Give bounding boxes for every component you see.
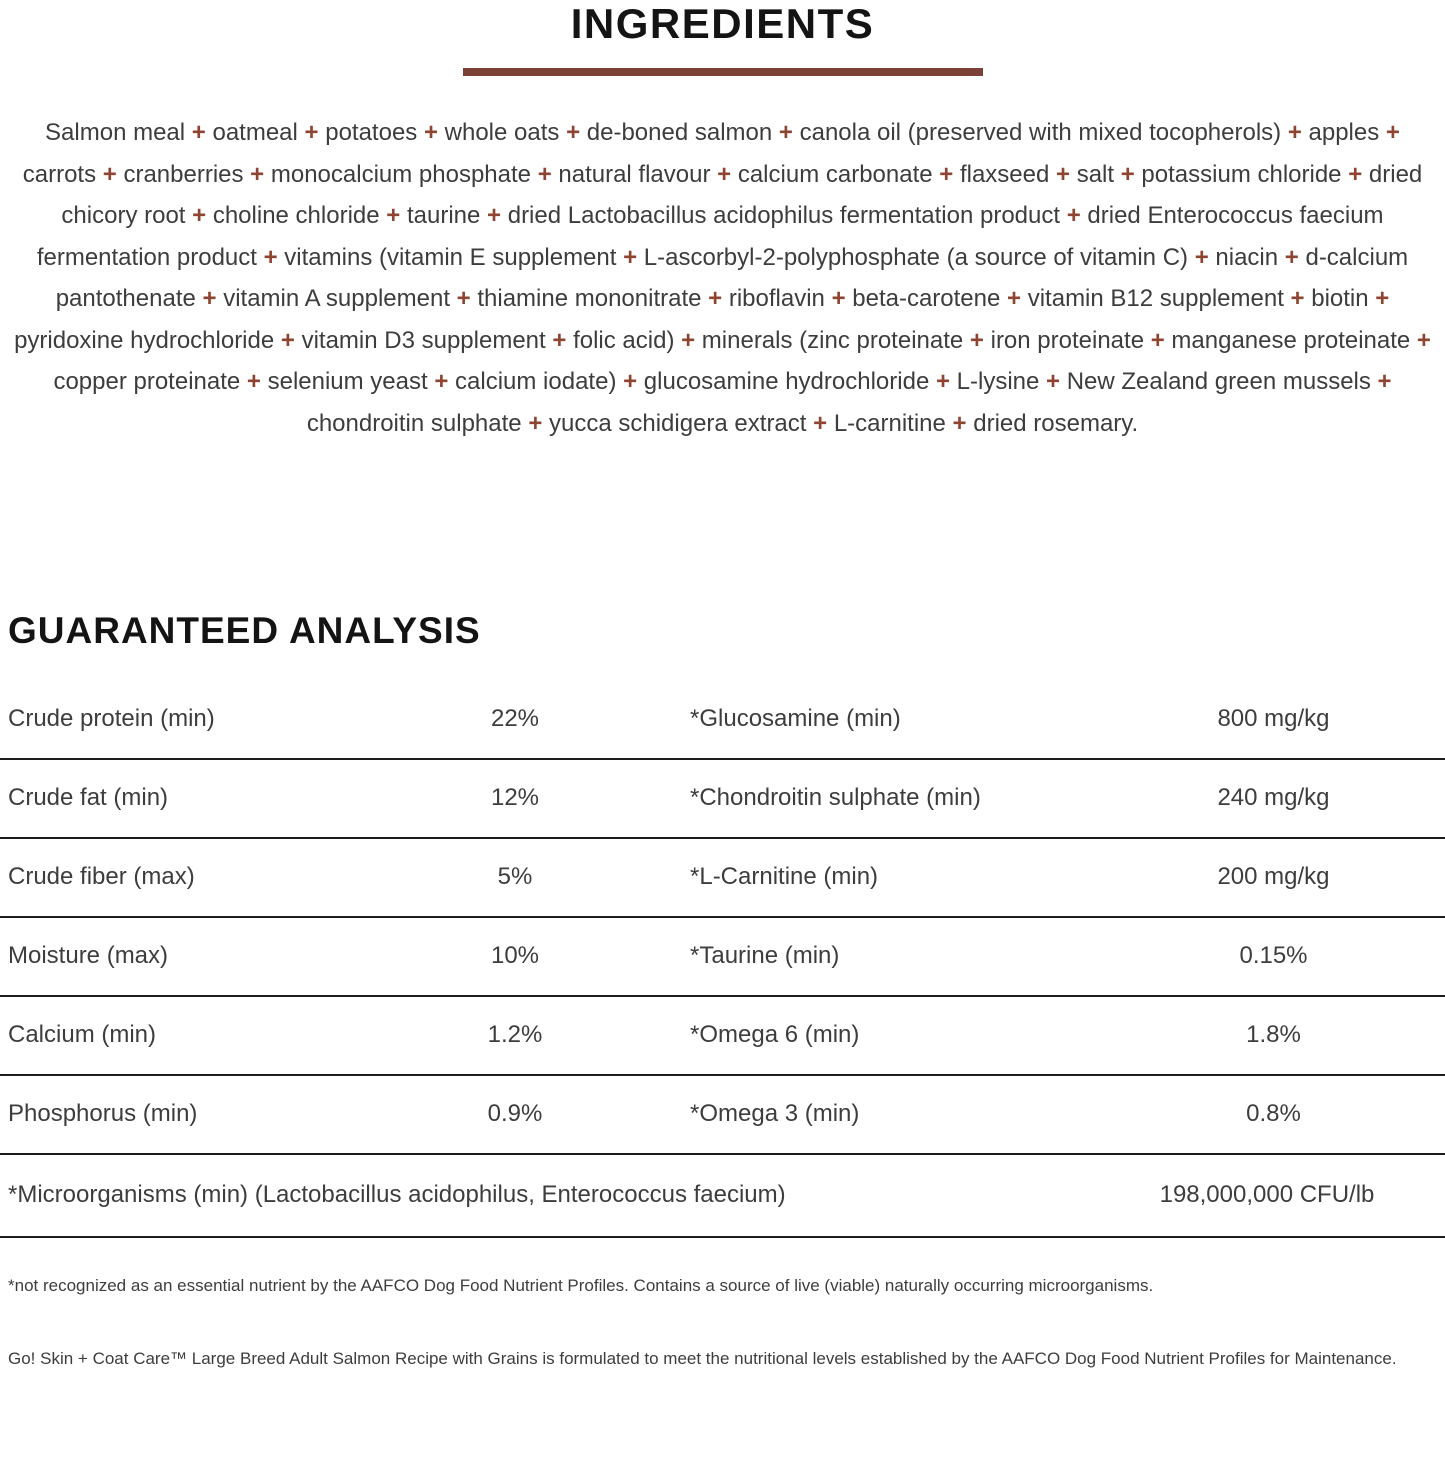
- plus-separator: +: [566, 119, 581, 147]
- plus-separator: +: [623, 243, 638, 271]
- plus-separator: +: [1066, 202, 1081, 230]
- ingredient-item: vitamins (vitamin E supplement: [284, 243, 617, 271]
- analysis-right-value: 1.8%: [1246, 1021, 1301, 1049]
- analysis-left-value: 12%: [490, 784, 540, 812]
- ingredient-item: selenium yeast: [267, 368, 428, 396]
- plus-separator: +: [250, 160, 265, 188]
- microorganisms-row: [0, 1155, 1445, 1238]
- analysis-right-value: 0.8%: [1246, 1100, 1301, 1128]
- ingredient-item: dried Enterococcus faecium fermentation product: [36, 202, 1384, 271]
- plus-separator: +: [708, 285, 723, 313]
- plus-separator: +: [831, 285, 846, 313]
- analysis-left-value: 5%: [497, 863, 533, 891]
- microorganisms-label: *Microorganisms (min) (Lactobacillus acidophilus, Enterococcus faecium): [8, 1181, 786, 1209]
- analysis-left-value: 22%: [490, 705, 540, 733]
- plus-separator: +: [1287, 119, 1302, 147]
- guaranteed-analysis-table: [0, 681, 1445, 1155]
- ingredient-item: pyridoxine hydrochloride: [14, 326, 275, 354]
- ingredient-item: biotin: [1311, 285, 1369, 313]
- ingredient-item: carrots: [22, 160, 97, 188]
- plus-separator: +: [280, 326, 295, 354]
- ingredient-item: taurine: [406, 202, 481, 230]
- plus-separator: +: [681, 326, 696, 354]
- plus-separator: +: [1120, 160, 1135, 188]
- plus-separator: +: [1290, 285, 1305, 313]
- formulation-note: Go! Skin + Coat Care™ Large Breed Adult Salmon Recipe with Grains is formulated to meet the nutritional levels established by the AAFCO Dog Food Nutrient Profiles for Maintenance.: [8, 1348, 1397, 1368]
- plus-separator: +: [1284, 243, 1299, 271]
- ingredient-item: dried chicory root: [61, 160, 1423, 230]
- plus-separator: +: [304, 119, 319, 147]
- analysis-row: [0, 918, 1445, 997]
- analysis-right-label: *L-Carnitine (min): [690, 863, 879, 891]
- ingredient-item: potatoes: [325, 119, 418, 147]
- plus-separator: +: [1046, 368, 1061, 396]
- plus-separator: +: [1150, 326, 1165, 354]
- plus-separator: +: [246, 368, 261, 396]
- analysis-right-value: 200 mg/kg: [1217, 863, 1330, 891]
- ingredient-item: folic acid): [573, 326, 675, 354]
- analysis-left-label: Moisture (max): [8, 942, 169, 970]
- ingredient-item: monocalcium phosphate: [270, 160, 532, 188]
- analysis-left-label: Crude protein (min): [8, 705, 215, 733]
- plus-separator: +: [1375, 285, 1390, 313]
- ingredient-item: beta-carotene: [852, 285, 1001, 313]
- plus-separator: +: [623, 368, 638, 396]
- ingredient-item: yucca schidigera extract: [549, 409, 807, 437]
- analysis-left-label: Calcium (min): [8, 1021, 157, 1049]
- plus-separator: +: [487, 202, 502, 230]
- ingredient-item: oatmeal: [212, 119, 298, 147]
- ingredient-item: d-calcium pantothenate: [55, 243, 1409, 313]
- ingredients-text: [12, 112, 1433, 444]
- plus-separator: +: [423, 119, 438, 147]
- plus-separator: +: [1385, 119, 1400, 147]
- analysis-row: [0, 997, 1445, 1076]
- ingredient-item: L-ascorbyl-2-polyphosphate (a source of vitamin C): [643, 243, 1189, 271]
- analysis-right-label: *Chondroitin sulphate (min): [690, 784, 981, 812]
- analysis-right-label: *Glucosamine (min): [690, 705, 901, 733]
- ingredient-item: whole oats: [444, 119, 560, 147]
- guaranteed-analysis-heading: GUARANTEED ANALYSIS: [8, 610, 481, 652]
- analysis-right-label: *Omega 6 (min): [690, 1021, 860, 1049]
- plus-separator: +: [1377, 368, 1392, 396]
- plus-separator: +: [939, 160, 954, 188]
- analysis-left-label: Crude fat (min): [8, 784, 169, 812]
- aafco-footnote: *not recognized as an essential nutrient by the AAFCO Dog Food Nutrient Profiles. Contains a source of live (viable) naturally occurring microorganisms.: [8, 1275, 1154, 1295]
- ingredient-item: iron proteinate: [990, 326, 1145, 354]
- analysis-right-value: 240 mg/kg: [1217, 784, 1330, 812]
- ingredient-item: L-carnitine: [833, 409, 946, 437]
- plus-separator: +: [191, 119, 206, 147]
- plus-separator: +: [202, 285, 217, 313]
- analysis-left-value: 1.2%: [487, 1021, 543, 1049]
- ingredient-item: vitamin B12 supplement: [1027, 285, 1284, 313]
- plus-separator: +: [537, 160, 552, 188]
- ingredient-item: natural flavour: [558, 160, 711, 188]
- plus-separator: +: [935, 368, 950, 396]
- plus-separator: +: [434, 368, 449, 396]
- title-underline-bar: [463, 68, 983, 76]
- analysis-right-value: 800 mg/kg: [1217, 705, 1330, 733]
- plus-separator: +: [969, 326, 984, 354]
- analysis-right-label: *Taurine (min): [690, 942, 840, 970]
- microorganisms-value: 198,000,000 CFU/lb: [1159, 1181, 1375, 1209]
- ingredient-item: salt: [1076, 160, 1115, 188]
- plus-separator: +: [717, 160, 732, 188]
- ingredient-item: vitamin D3 supplement: [301, 326, 546, 354]
- analysis-left-label: Phosphorus (min): [8, 1100, 198, 1128]
- ingredient-item: calcium iodate): [455, 368, 617, 396]
- ingredient-item: Salmon meal: [45, 119, 186, 147]
- ingredient-item: dried rosemary.: [973, 409, 1139, 437]
- plus-separator: +: [1056, 160, 1071, 188]
- ingredient-item: copper proteinate: [53, 368, 241, 396]
- ingredient-item: de-boned salmon: [586, 119, 773, 147]
- ingredient-item: flaxseed: [959, 160, 1050, 188]
- ingredient-item: minerals (zinc proteinate: [701, 326, 964, 354]
- plus-separator: +: [102, 160, 117, 188]
- ingredient-item: dried Lactobacillus acidophilus fermentation product: [507, 202, 1061, 230]
- plus-separator: +: [778, 119, 793, 147]
- page-title: INGREDIENTS: [570, 0, 875, 47]
- plus-separator: +: [192, 202, 207, 230]
- ingredient-item: thiamine mononitrate: [477, 285, 702, 313]
- ingredient-item: choline chloride: [212, 202, 380, 230]
- ingredient-item: manganese proteinate: [1171, 326, 1411, 354]
- analysis-row: [0, 839, 1445, 918]
- analysis-row: [0, 760, 1445, 839]
- plus-separator: +: [1416, 326, 1431, 354]
- plus-separator: +: [1007, 285, 1022, 313]
- plus-separator: +: [813, 409, 828, 437]
- analysis-row: [0, 1076, 1445, 1155]
- analysis-left-value: 0.9%: [487, 1100, 543, 1128]
- plus-separator: +: [552, 326, 567, 354]
- ingredient-item: vitamin A supplement: [223, 285, 450, 313]
- analysis-left-label: Crude fiber (max): [8, 863, 195, 891]
- ingredient-item: glucosamine hydrochloride: [643, 368, 930, 396]
- plus-separator: +: [1348, 160, 1363, 188]
- plus-separator: +: [1194, 243, 1209, 271]
- ingredient-item: niacin: [1215, 243, 1279, 271]
- ingredient-item: L-lysine: [956, 368, 1040, 396]
- analysis-right-value: 0.15%: [1239, 942, 1308, 970]
- plus-separator: +: [528, 409, 543, 437]
- ingredient-item: chondroitin sulphate: [306, 409, 522, 437]
- analysis-row: [0, 681, 1445, 760]
- analysis-right-label: *Omega 3 (min): [690, 1100, 860, 1128]
- plus-separator: +: [456, 285, 471, 313]
- ingredient-item: apples: [1308, 119, 1380, 147]
- label-page: [0, 2, 1445, 1470]
- plus-separator: +: [263, 243, 278, 271]
- ingredient-item: cranberries: [123, 160, 244, 188]
- ingredient-item: New Zealand green mussels: [1066, 368, 1371, 396]
- analysis-left-value: 10%: [490, 942, 540, 970]
- ingredient-item: canola oil (preserved with mixed tocopherols): [799, 119, 1282, 147]
- plus-separator: +: [386, 202, 401, 230]
- ingredient-item: calcium carbonate: [737, 160, 933, 188]
- ingredient-item: potassium chloride: [1141, 160, 1342, 188]
- plus-separator: +: [952, 409, 967, 437]
- ingredient-item: riboflavin: [728, 285, 825, 313]
